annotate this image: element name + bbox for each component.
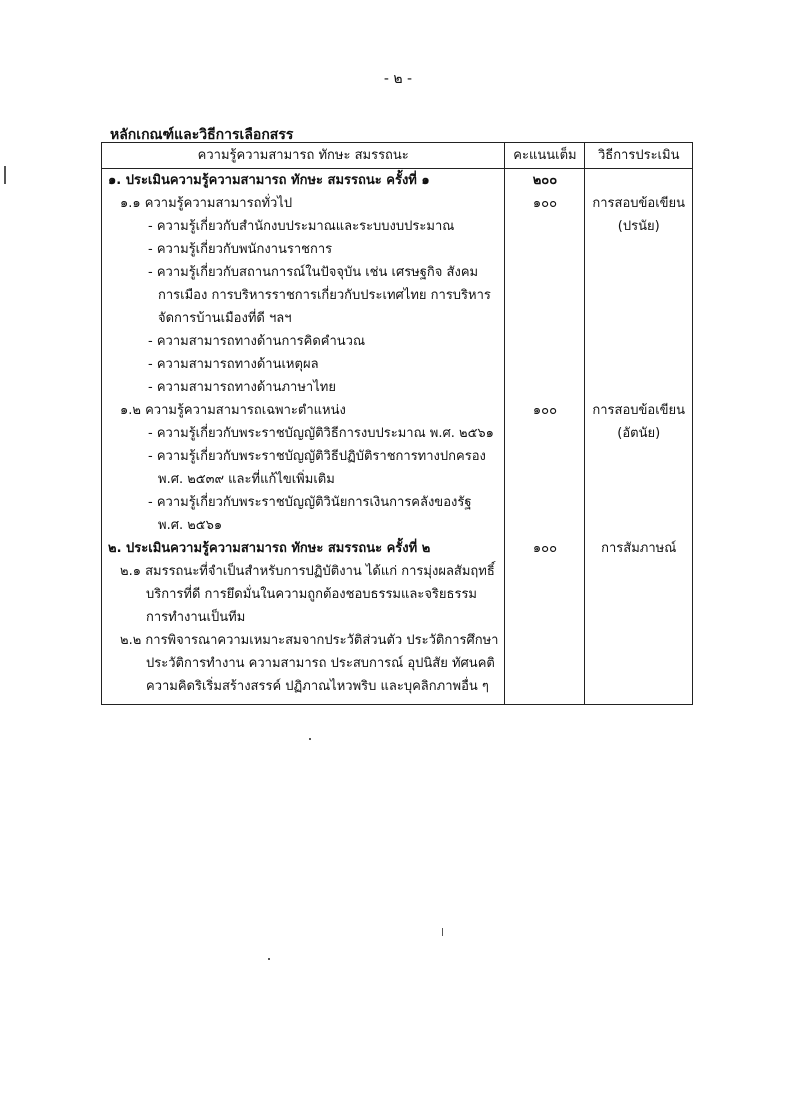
table-bottom-row	[102, 704, 693, 705]
score-spacer	[511, 330, 578, 353]
method-spacer	[591, 491, 686, 514]
method-spacer	[591, 261, 686, 284]
table-header-row	[102, 143, 693, 169]
method-spacer	[591, 284, 686, 307]
score-spacer	[511, 284, 578, 307]
part2-sub1-line: การทำงานเป็นทีม	[146, 610, 246, 625]
list-item-continued: การเมือง การบริหารราชการเกี่ยวกับประเทศไทย การบริหาร	[158, 288, 491, 303]
list-item-continued: พ.ศ. ๒๕๖๑	[158, 518, 223, 533]
page-number: - ๒ -	[383, 71, 413, 87]
list-item: - ความรู้เกี่ยวกับสำนักงบประมาณและระบบงบประมาณ	[148, 219, 455, 234]
part2-sub2-line: ประวัติการทำงาน ความสามารถ ประสบการณ์ อุปนิสัย ทัศนคติ	[146, 656, 495, 671]
scan-speck	[4, 166, 6, 184]
part1-sub1-method: การสอบข้อเขียน	[592, 196, 686, 211]
scan-speck	[309, 738, 311, 740]
part1-score: ๒๐๐	[532, 173, 558, 188]
method-spacer	[591, 238, 686, 261]
scan-speck	[442, 928, 443, 936]
part1-sub1-score: ๑๐๐	[532, 196, 558, 211]
part2-sub1-line: ๒.๑ สมรรถนะที่จำเป็นสำหรับการปฏิบัติงาน ได้แก่ การมุ่งผลสัมฤทธิ์	[120, 564, 495, 579]
score-spacer	[511, 422, 578, 445]
part1-sub2-title: ๑.๒ ความรู้ความสามารถเฉพาะตำแหน่ง	[120, 403, 346, 418]
score-cell	[505, 169, 585, 705]
part1-title: ๑. ประเมินความรู้ความสามารถ ทักษะ สมรรถนะ ครั้งที่ ๑	[108, 173, 430, 188]
section-title: หลักเกณฑ์และวิธีการเลือกสรร	[110, 127, 294, 143]
method-spacer	[591, 307, 686, 330]
method-spacer	[591, 445, 686, 468]
list-item: - ความรู้เกี่ยวกับพระราชบัญญัติวิธีการงบประมาณ พ.ศ. ๒๕๖๑	[148, 426, 494, 441]
bottom-border-cell	[505, 704, 585, 705]
method-cell	[585, 169, 693, 705]
part2-title: ๒. ประเมินความรู้ความสามารถ ทักษะ สมรรถนะ ครั้งที่ ๒	[108, 541, 431, 556]
bottom-border-cell	[102, 704, 505, 705]
list-item: - ความสามารถทางด้านเหตุผล	[148, 357, 319, 372]
score-spacer	[591, 169, 686, 192]
list-item-continued: จัดการบ้านเมืองที่ดี ฯลฯ	[158, 311, 292, 326]
method-spacer	[591, 330, 686, 353]
list-item: - ความสามารถทางด้านการคิดคำนวณ	[148, 334, 366, 349]
part2-sub2-line: ๒.๒ การพิจารณาความเหมาะสมจากประวัติส่วนตัว ประวัติการศึกษา	[120, 633, 499, 648]
method-spacer	[591, 514, 686, 537]
list-item: - ความรู้เกี่ยวกับพระราชบัญญัติวิธีปฏิบัติราชการทางปกครอง	[148, 449, 486, 464]
list-item: - ความรู้เกี่ยวกับพระราชบัญญัติวินัยการเงินการคลังของรัฐ	[148, 495, 472, 510]
part2-sub2-line: ความคิดริเริ่มสร้างสรรค์ ปฏิภาณไหวพริบ และบุคลิกภาพอื่น ๆ	[146, 679, 489, 694]
list-item-continued: พ.ศ. ๒๕๓๙ และที่แก้ไขเพิ่มเติม	[158, 472, 335, 487]
method-spacer	[591, 468, 686, 491]
part2-sub1-line: บริการที่ดี การยึดมั่นในความถูกต้องชอบธรรมและจริยธรรม	[146, 587, 478, 602]
score-spacer	[511, 307, 578, 330]
part1-sub2-score: ๑๐๐	[532, 403, 558, 418]
method-spacer	[591, 376, 686, 399]
table-row	[102, 169, 693, 705]
score-spacer	[511, 261, 578, 284]
score-spacer	[511, 238, 578, 261]
list-item: - ความสามารถทางด้านภาษาไทย	[148, 380, 336, 395]
part1-sub2-method: การสอบข้อเขียน	[592, 403, 686, 418]
score-spacer	[511, 445, 578, 468]
criteria-table	[101, 142, 693, 705]
scan-speck	[268, 958, 270, 960]
score-spacer	[511, 468, 578, 491]
header-method: วิธีการประเมิน	[585, 143, 693, 169]
part2-score: ๑๐๐	[532, 541, 558, 556]
header-competency: ความรู้ความสามารถ ทักษะ สมรรถนะ	[102, 143, 505, 169]
part1-sub1-method-type: (ปรนัย)	[617, 219, 660, 234]
score-spacer	[511, 215, 578, 238]
list-item: - ความรู้เกี่ยวกับพนักงานราชการ	[148, 242, 333, 257]
score-spacer	[511, 353, 578, 376]
header-score: คะแนนเต็ม	[505, 143, 585, 169]
part2-method: การสัมภาษณ์	[601, 541, 677, 556]
bottom-border-cell	[585, 704, 693, 705]
competency-cell	[102, 169, 505, 705]
score-spacer	[511, 514, 578, 537]
part1-sub1-title: ๑.๑ ความรู้ความสามารถทั่วไป	[120, 196, 293, 211]
score-spacer	[511, 376, 578, 399]
list-item: - ความรู้เกี่ยวกับสถานการณ์ในปัจจุบัน เช่น เศรษฐกิจ สังคม	[148, 265, 479, 280]
method-spacer	[591, 353, 686, 376]
part1-sub2-method-type: (อัตนัย)	[617, 426, 661, 441]
score-spacer	[511, 491, 578, 514]
